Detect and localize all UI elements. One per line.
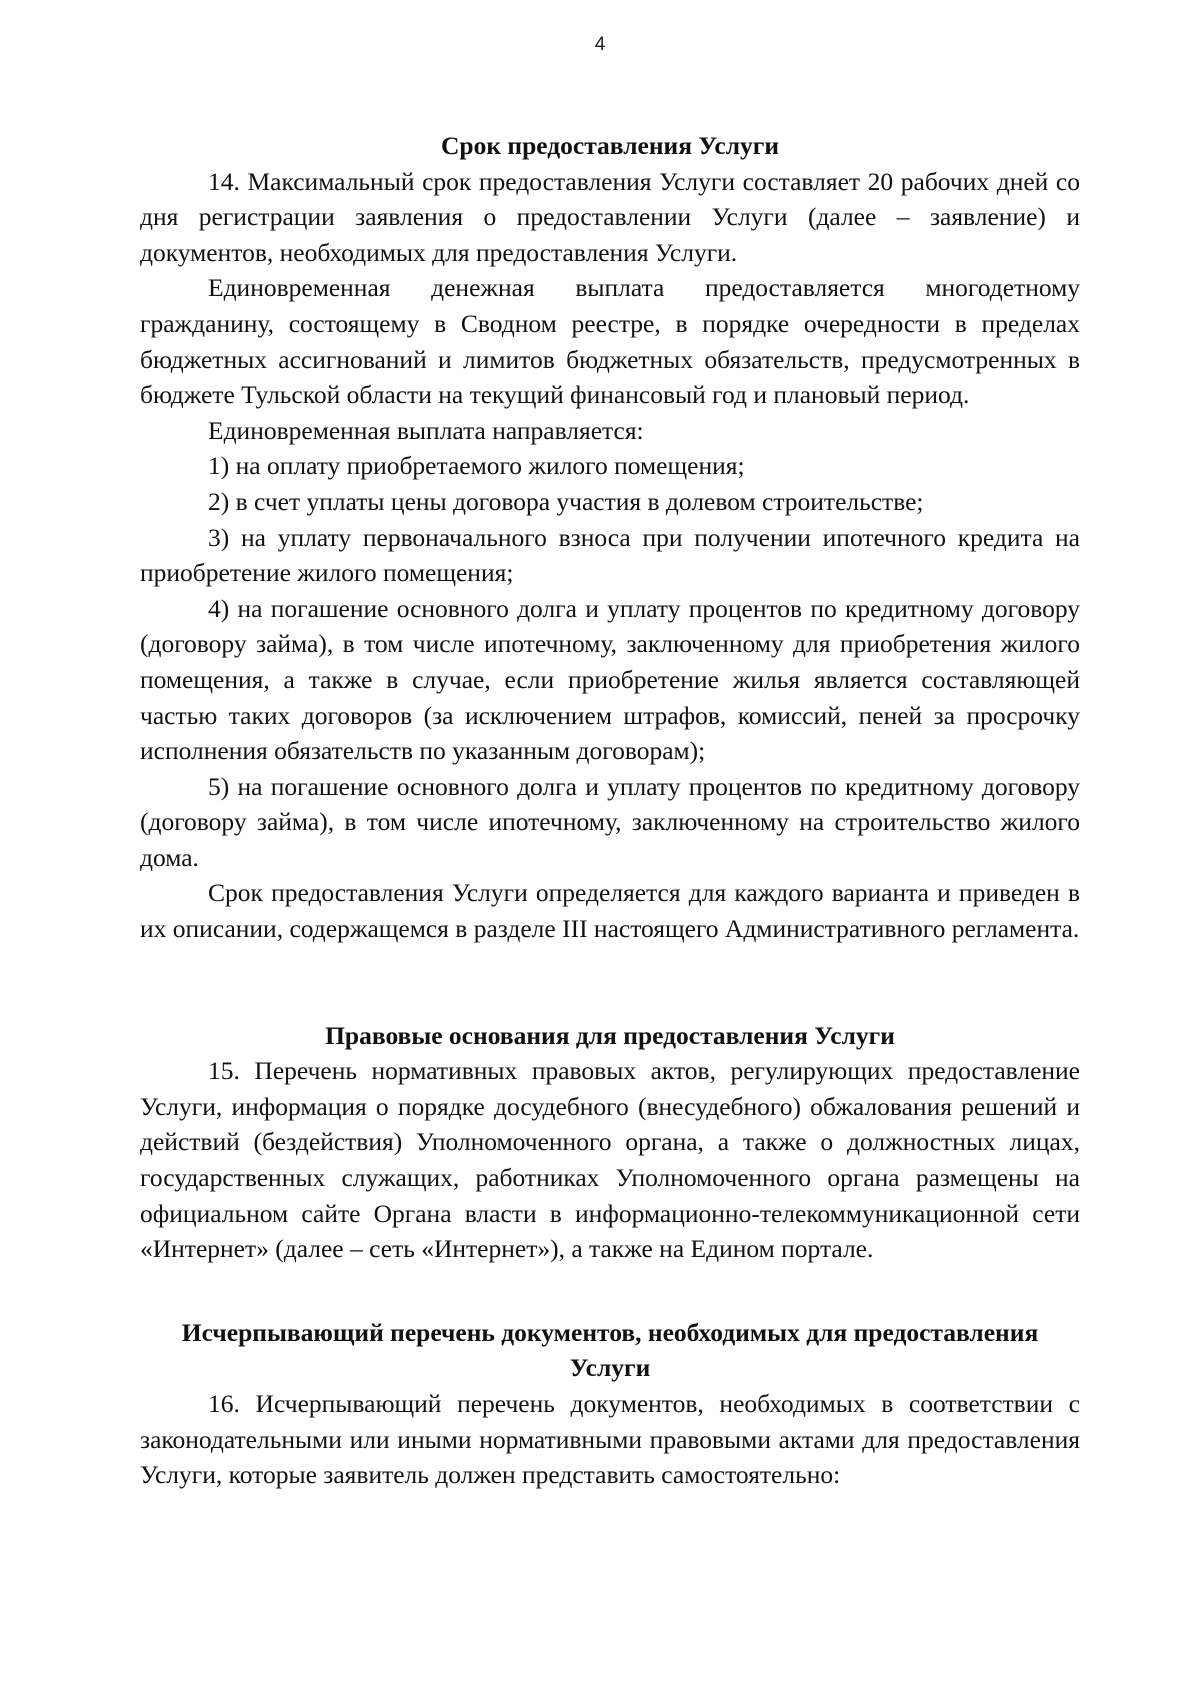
list-item-2: 2) в счет уплаты цены договора участия в долевом строительстве; bbox=[208, 486, 924, 516]
list-item-5: 5) на погашение основного долга и уплату процентов по кредитному договору (договору займа), в том числе ипотечному, заключенному на строительство жилого дома. bbox=[140, 771, 1080, 872]
page-number: 4 bbox=[594, 34, 606, 55]
section-spacer bbox=[140, 1267, 1080, 1315]
paragraph-payment-provision: Единовременная денежная выплата предоставляется многодетному гражданину, состоящему в Сводном реестре, в порядке очередности в пределах бюджетных ассигнований и лимитов бюджетных обязательств, предусмотренных в бюджете Тульской области на текущий финансовый год и плановый период. bbox=[140, 273, 1080, 410]
document-body bbox=[140, 128, 1080, 1493]
paragraph-16: 16. Исчерпывающий перечень документов, необходимых в соответствии с законодательными или иными нормативными правовыми актами для предоставления Услуги, которые заявитель должен представить самостоятельно: bbox=[140, 1389, 1080, 1490]
section-heading-documents-list: Исчерпывающий перечень документов, необходимых для предоставления Услуги bbox=[181, 1317, 1039, 1383]
section-heading-service-term: Срок предоставления Услуги bbox=[440, 131, 780, 160]
section-heading-legal-basis: Правовые основания для предоставления Услуги bbox=[325, 1020, 895, 1050]
section-spacer bbox=[140, 947, 1080, 1018]
paragraph-14: 14. Максимальный срок предоставления Услуги составляет 20 рабочих дней со дня регистрации заявления о предоставлении Услуги (далее – заявление) и документов, необходимых для предоставления Услуги. bbox=[140, 166, 1080, 267]
paragraph-payment-directed: Единовременная выплата направляется: bbox=[208, 415, 644, 445]
list-item-1: 1) на оплату приобретаемого жилого помещения; bbox=[208, 451, 745, 481]
list-item-3: 3) на уплату первоначального взноса при получении ипотечного кредита на приобретение жилого помещения; bbox=[140, 522, 1080, 588]
paragraph-term-variants: Срок предоставления Услуги определяется для каждого варианта и приведен в их описании, содержащемся в разделе III настоящего Административного регламента. bbox=[140, 878, 1080, 944]
paragraph-15: 15. Перечень нормативных правовых актов, регулирующих предоставление Услуги, информация о порядке досудебного (внесудебного) обжалования решений и действий (бездействия) Уполномоченного органа, а также о должностных лицах, государственных служащих, работниках Уполномоченного органа размещены на официальном сайте Органа власти в информационно-телекоммуникационной сети «Интернет» (далее – сеть «Интернет»), а также на Едином портале. bbox=[140, 1056, 1080, 1264]
list-item-4: 4) на погашение основного долга и уплату процентов по кредитному договору (договору займа), в том числе ипотечному, заключенному для приобретения жилого помещения, а также в случае, если приобретение жилья является составляющей частью таких договоров (за исключением штрафов, комиссий, пеней за просрочку исполнения обязательств по указанным договорам); bbox=[140, 593, 1080, 766]
